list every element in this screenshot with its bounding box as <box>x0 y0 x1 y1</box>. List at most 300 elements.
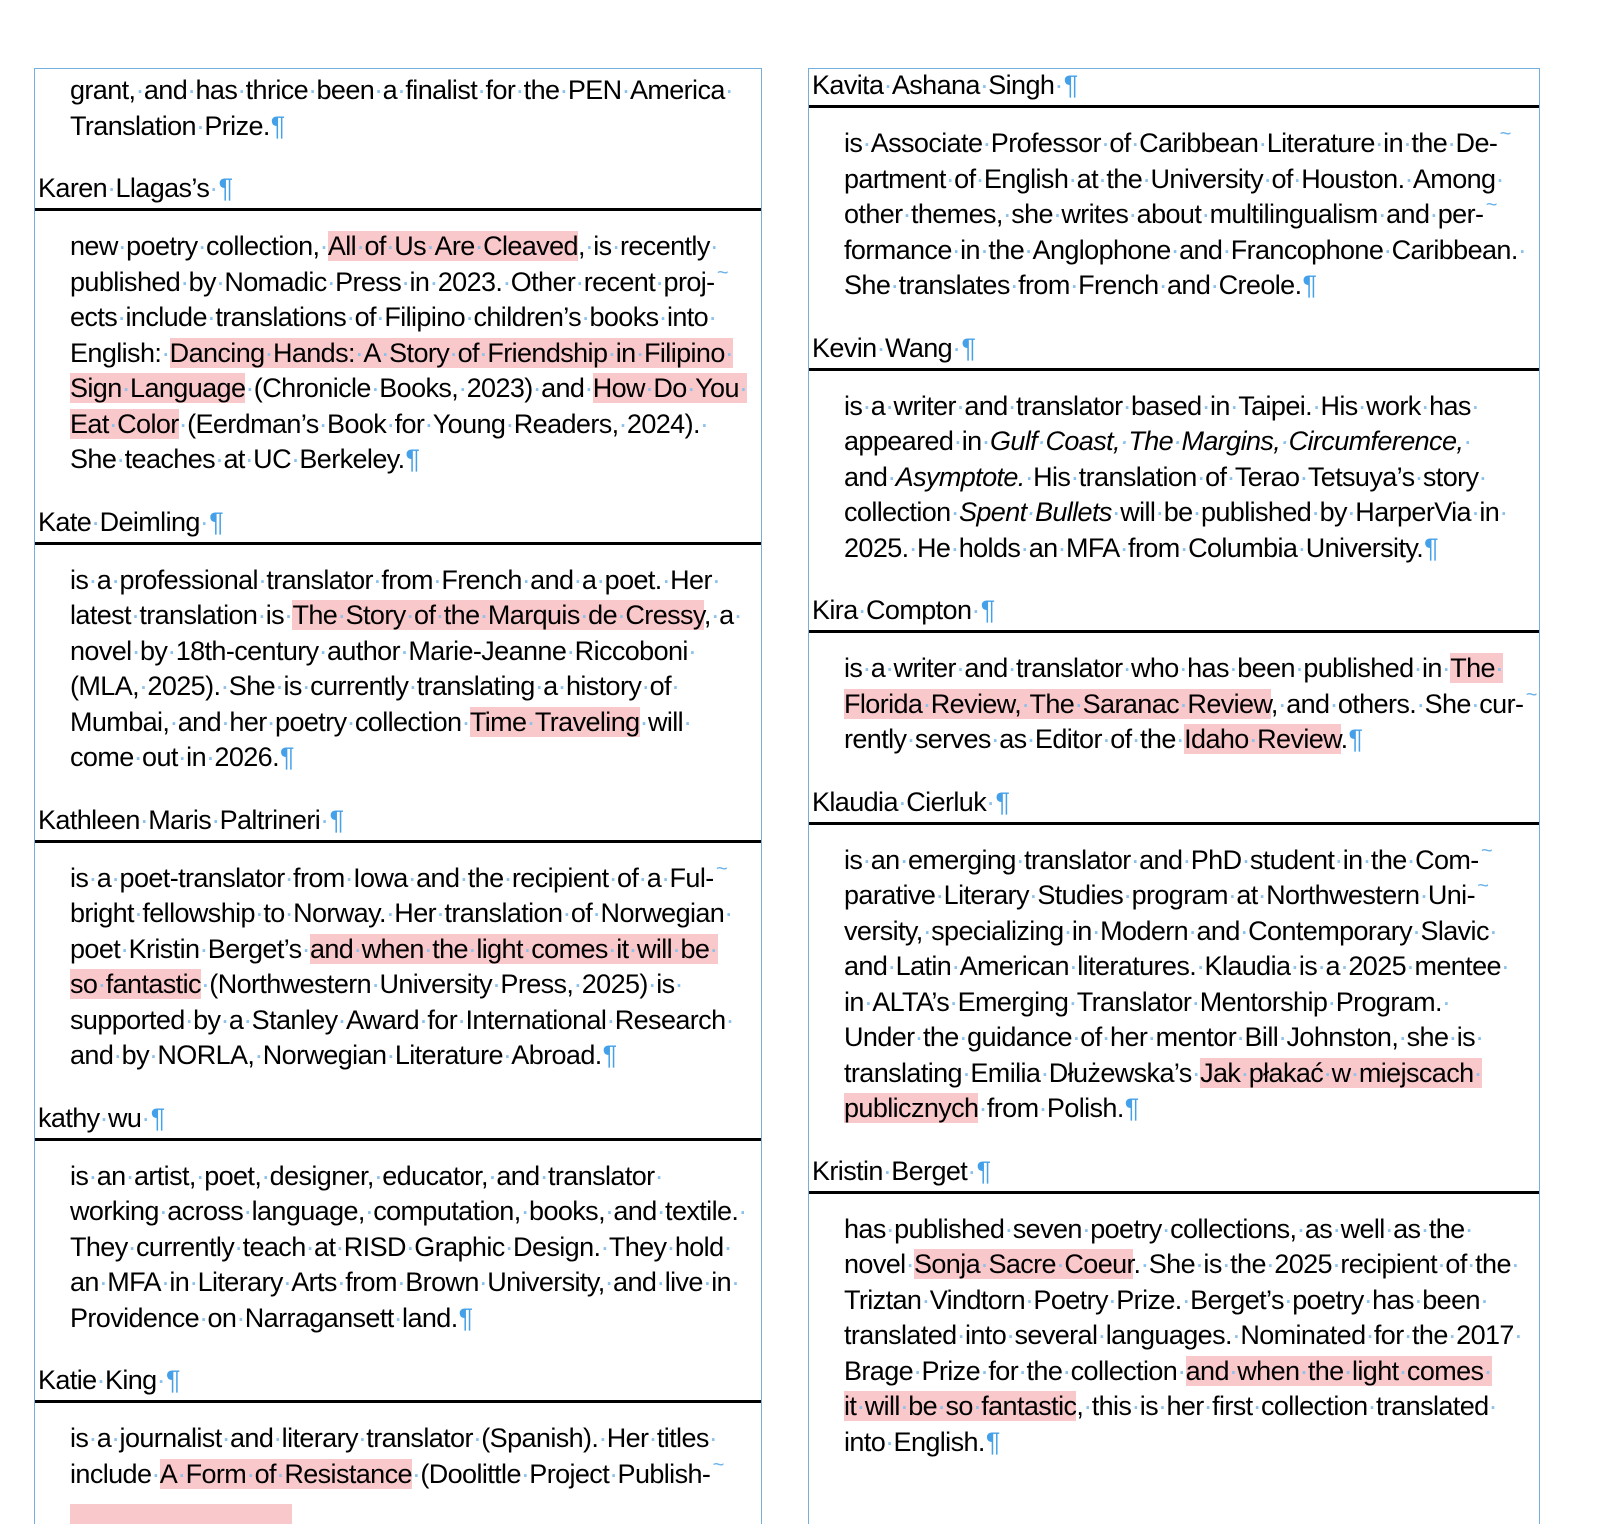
space-dot-mark: · <box>955 653 965 683</box>
text-run: into·English. <box>844 1426 985 1457</box>
space-dot-mark: · <box>617 600 626 630</box>
space-dot-mark: · <box>467 933 477 964</box>
space-dot-mark: · <box>457 1004 466 1035</box>
space-dot-mark: · <box>600 1231 609 1262</box>
space-dot-mark: · <box>426 231 435 261</box>
space-dot-mark: · <box>243 1004 252 1035</box>
space-dot-mark: · <box>108 408 118 439</box>
space-dot-mark: · <box>1091 915 1101 946</box>
author-name-row <box>809 332 1539 371</box>
space-dot-mark: · <box>200 969 210 999</box>
text-line <box>70 1492 759 1524</box>
text-line <box>844 949 1537 985</box>
text-run: translating·Emilia·Dłużewska’s· <box>844 1057 1201 1088</box>
space-dot-mark: · <box>478 1267 488 1297</box>
space-dot-mark: · <box>1241 844 1250 875</box>
discretionary-hyphen-mark: - ~ <box>705 857 728 893</box>
space-dot-mark: · <box>961 1057 971 1088</box>
space-dot-mark: · <box>127 1231 137 1262</box>
text-run: appeared·in· <box>844 426 990 456</box>
space-dot-mark: · <box>1037 426 1046 456</box>
text-line <box>70 300 759 336</box>
space-dot-mark: · <box>356 231 365 261</box>
space-dot-mark: · <box>385 231 395 261</box>
space-dot-mark: · <box>1158 270 1167 300</box>
author-name-row <box>809 594 1539 633</box>
space-dot-mark: · <box>88 564 97 595</box>
space-dot-mark: · <box>1479 1284 1489 1315</box>
space-dot-mark: · <box>479 600 488 630</box>
space-dot-mark: · <box>1500 951 1510 981</box>
space-dot-mark: · <box>1131 724 1140 754</box>
text-line <box>70 932 759 968</box>
space-dot-mark: · <box>117 302 126 332</box>
text-line <box>70 669 759 705</box>
text-run: is·a·journalist·and·literary·translator·(Spanish).·Her·titles· <box>70 1423 718 1453</box>
space-dot-mark: · <box>1007 390 1017 421</box>
pilcrow-mark: ¶ <box>150 1102 165 1133</box>
space-dot-mark: · <box>1412 915 1421 946</box>
space-dot-mark: · <box>683 706 692 737</box>
text-line <box>844 424 1537 460</box>
space-dot-mark: · <box>236 1302 245 1333</box>
text-run: partment·of·English·at·the·University·of·Houston.·Among· <box>844 163 1504 194</box>
space-dot-mark: · <box>1024 461 1034 492</box>
text-line <box>844 722 1537 758</box>
text-run: ·will·be·published·by·HarperVia·in· <box>1111 497 1508 527</box>
space-dot-mark: · <box>178 408 188 439</box>
space-dot-mark: · <box>393 1302 403 1333</box>
space-dot-mark: · <box>559 75 568 105</box>
space-dot-mark: · <box>301 933 310 964</box>
author-name-row <box>809 786 1539 825</box>
space-dot-mark: · <box>141 1102 150 1133</box>
space-dot-mark: · <box>1257 880 1267 910</box>
text-run: 2025.·He·holds·an·MFA·from·Columbia·University. <box>844 532 1424 563</box>
space-dot-mark: · <box>1447 1320 1457 1350</box>
space-dot-mark: · <box>246 1458 255 1489</box>
space-dot-mark: · <box>1188 915 1197 946</box>
space-dot-mark: · <box>386 1040 395 1070</box>
text-run: supported·by·a·Stanley·Award·for·International·Research· <box>70 1004 734 1035</box>
space-dot-mark: · <box>206 742 215 772</box>
space-dot-mark: · <box>951 951 960 981</box>
space-dot-mark: · <box>133 898 143 928</box>
space-dot-mark: · <box>710 600 720 630</box>
space-dot-mark: · <box>862 390 871 421</box>
space-dot-mark: · <box>1437 1249 1446 1279</box>
space-dot-mark: · <box>337 600 346 630</box>
space-dot-mark: · <box>133 742 143 772</box>
author-name-row <box>35 506 761 545</box>
space-dot-mark: · <box>113 1040 122 1070</box>
text-line <box>70 1453 759 1493</box>
space-dot-mark: · <box>532 373 542 403</box>
space-dot-mark: · <box>596 564 605 595</box>
pilcrow-mark: ¶ <box>602 1040 617 1070</box>
space-dot-mark: · <box>885 1426 894 1457</box>
space-dot-mark: · <box>1416 688 1425 719</box>
space-dot-mark: · <box>1470 497 1480 527</box>
text-line <box>844 683 1538 723</box>
text-run: is·a·professional·translator·from·French·and·a·poet.·Her· <box>70 564 721 595</box>
space-dot-mark: · <box>1227 880 1237 910</box>
space-dot-mark: · <box>956 1320 965 1350</box>
space-dot-mark: · <box>562 898 571 928</box>
bio-paragraph <box>35 563 761 776</box>
highlighted-title: publicznych <box>844 1093 979 1123</box>
space-dot-mark: · <box>862 128 871 158</box>
text-line <box>844 1425 1537 1461</box>
text-run: an·MFA·in·Literary·Arts·from·Brown·University,·and·live·in· <box>70 1267 740 1297</box>
space-dot-mark: · <box>261 1160 270 1191</box>
space-dot-mark: · <box>234 1231 243 1262</box>
text-run: Triztan·Vindtorn·Poetry·Prize.·Berget’s·poetry·has·been· <box>844 1284 1489 1315</box>
space-dot-mark: · <box>1107 1284 1117 1315</box>
space-dot-mark: · <box>709 933 718 964</box>
space-dot-mark: · <box>220 1004 229 1035</box>
space-dot-mark: · <box>353 933 362 964</box>
space-dot-mark: · <box>733 600 742 630</box>
space-dot-mark: · <box>971 595 980 625</box>
text-run: in·ALTA’s·Emerging·Translator·Mentorship·Program.· <box>844 986 1451 1017</box>
text-line <box>844 495 1537 531</box>
space-dot-mark: · <box>953 426 962 456</box>
space-dot-mark: · <box>1413 1284 1423 1315</box>
space-dot-mark: · <box>336 1267 346 1297</box>
space-dot-mark: · <box>1263 163 1272 194</box>
space-dot-mark: · <box>375 302 385 332</box>
text-run: She·teaches·at·UC·Berkeley. <box>70 444 405 474</box>
space-dot-mark: · <box>1177 1355 1186 1386</box>
space-dot-mark: · <box>405 1231 415 1262</box>
space-dot-mark: · <box>282 1267 292 1297</box>
author-name: Kathleen·Maris·Paltrineri· <box>38 804 329 835</box>
space-dot-mark: · <box>199 506 209 537</box>
space-dot-mark: · <box>1040 1057 1049 1088</box>
text-run: ·will· <box>639 706 692 737</box>
space-dot-mark: · <box>1311 497 1320 527</box>
pilcrow-mark: ¶ <box>218 173 233 203</box>
text-run: latest·translation·is· <box>70 600 293 630</box>
text-line <box>70 705 759 741</box>
author-name-row <box>809 1155 1539 1194</box>
text-run: is·Associate·Professor·of·Caribbean·Literature·in·the·De <box>844 128 1489 158</box>
space-dot-mark: · <box>423 933 433 964</box>
space-dot-mark: · <box>1363 1284 1373 1315</box>
space-dot-mark: · <box>1052 199 1062 229</box>
space-dot-mark: · <box>284 898 294 928</box>
space-dot-mark: · <box>1131 1391 1140 1421</box>
space-dot-mark: · <box>1357 390 1367 421</box>
text-run: is·an·emerging·translator·and·PhD·student·in·the·Com <box>844 844 1471 875</box>
space-dot-mark: · <box>1140 1249 1149 1279</box>
text-run: working·across·language,·computation,·books,·and·textile.· <box>70 1196 747 1226</box>
text-run: come·out·in·2026. <box>70 742 279 772</box>
space-dot-mark: · <box>1142 163 1151 194</box>
italic-title: Spent·Bullets <box>958 497 1112 527</box>
space-dot-mark: · <box>724 898 733 928</box>
space-dot-mark: · <box>935 880 944 910</box>
space-dot-mark: · <box>1015 844 1025 875</box>
space-dot-mark: · <box>648 1423 657 1453</box>
space-dot-mark: · <box>1367 1391 1376 1421</box>
highlighted-title: A·Form·of·Resistance <box>159 1458 412 1489</box>
author-name: Kira·Compton· <box>812 595 980 625</box>
author-name-row <box>35 804 761 843</box>
space-dot-mark: · <box>635 337 645 368</box>
space-dot-mark: · <box>1119 426 1129 456</box>
space-dot-mark: · <box>1181 1284 1191 1315</box>
space-dot-mark: · <box>1229 390 1239 421</box>
space-dot-mark: · <box>215 444 224 474</box>
space-dot-mark: · <box>264 337 273 368</box>
space-dot-mark: · <box>465 302 474 332</box>
space-dot-mark: · <box>364 1196 374 1226</box>
highlighted-title: and·when·the·light·comes· <box>1185 1355 1492 1386</box>
space-dot-mark: · <box>1365 1320 1374 1350</box>
text-line <box>844 1212 1537 1248</box>
pilcrow-mark: ¶ <box>1424 532 1439 563</box>
text-run: Brage·Prize·for·the·collection· <box>844 1355 1186 1386</box>
space-dot-mark: · <box>1258 128 1267 158</box>
bio-paragraph <box>35 1421 761 1524</box>
space-dot-mark: · <box>709 231 719 261</box>
space-dot-mark: · <box>1071 1022 1081 1052</box>
space-dot-mark: · <box>88 1423 97 1453</box>
space-dot-mark: · <box>955 390 965 421</box>
author-name-row <box>35 1364 761 1403</box>
text-run: .·She·is·the·2025·recipient·of·the· <box>1133 1249 1520 1279</box>
italic-title: Gulf·Coast,·The·Margins,·Circumference, <box>989 426 1464 456</box>
space-dot-mark: · <box>1334 844 1343 875</box>
space-dot-mark: · <box>666 1231 675 1262</box>
highlighted-title: Time·Traveling <box>469 706 640 737</box>
space-dot-mark: · <box>284 862 294 893</box>
space-dot-mark: · <box>618 408 627 439</box>
text-line <box>70 1038 759 1074</box>
space-dot-mark: · <box>245 373 254 403</box>
space-dot-mark: · <box>1007 653 1017 683</box>
highlighted-title: Sonja·Sacre·Coeur <box>913 1249 1134 1279</box>
text-line <box>844 1247 1537 1283</box>
space-dot-mark: · <box>539 1160 548 1191</box>
space-dot-mark: · <box>139 804 149 835</box>
space-dot-mark: · <box>88 1160 97 1191</box>
pilcrow-mark: ¶ <box>976 1155 991 1186</box>
space-dot-mark: · <box>319 231 328 261</box>
text-line <box>70 261 759 301</box>
text-run: grant,·and·has·thrice·been·a·finalist·for·the·PEN·America· <box>70 75 734 105</box>
space-dot-mark: · <box>275 1458 285 1489</box>
space-dot-mark: · <box>449 337 458 368</box>
text-run: ,·and·others.·She·cur <box>1270 688 1515 719</box>
space-dot-mark: · <box>1398 1355 1407 1386</box>
text-run: ·(Chronicle·Books,·2023)·and· <box>245 373 593 403</box>
discretionary-hyphen-mark: - ~ <box>701 1453 725 1489</box>
text-run: versity,·specializing·in·Modern·and·Contemporary·Slavic· <box>844 915 1498 946</box>
text-line <box>70 598 759 634</box>
pilcrow-mark: ¶ <box>279 742 294 772</box>
space-dot-mark: · <box>1203 1391 1213 1421</box>
highlighted-title: The· <box>1450 653 1504 683</box>
text-run: is·a·writer·and·translator·who·has·been·published·in· <box>844 653 1451 683</box>
space-dot-mark: · <box>887 951 896 981</box>
text-line <box>70 896 759 932</box>
space-dot-mark: · <box>1384 1213 1394 1244</box>
text-line <box>844 1389 1537 1425</box>
space-dot-mark: · <box>1196 951 1205 981</box>
space-dot-mark: · <box>1161 1213 1171 1244</box>
space-dot-mark: · <box>477 75 486 105</box>
space-dot-mark: · <box>986 786 995 817</box>
text-run: ,·a· <box>703 600 742 630</box>
space-dot-mark: · <box>1374 128 1384 158</box>
space-dot-mark: · <box>604 1196 614 1226</box>
space-dot-mark: · <box>708 302 717 332</box>
space-dot-mark: · <box>1147 1022 1156 1052</box>
space-dot-mark: · <box>573 564 582 595</box>
space-dot-mark: · <box>429 266 438 297</box>
space-dot-mark: · <box>922 688 931 719</box>
space-dot-mark: · <box>399 635 409 666</box>
space-dot-mark: · <box>1004 1213 1013 1244</box>
space-dot-mark: · <box>211 804 220 835</box>
space-dot-mark: · <box>1280 426 1289 456</box>
space-dot-mark: · <box>557 671 566 701</box>
space-dot-mark: · <box>1100 128 1110 158</box>
space-dot-mark: · <box>1068 163 1077 194</box>
space-dot-mark: · <box>459 862 468 893</box>
space-dot-mark: · <box>432 564 442 595</box>
space-dot-mark: · <box>1239 915 1249 946</box>
space-dot-mark: · <box>1495 163 1504 194</box>
space-dot-mark: · <box>1226 461 1235 492</box>
space-dot-mark: · <box>885 653 894 683</box>
space-dot-mark: · <box>592 898 601 928</box>
text-run: is·a·poet-translator·from·Iowa·and·the·recipient·of·a·Ful <box>70 862 706 893</box>
space-dot-mark: · <box>520 1196 530 1226</box>
space-dot-mark: · <box>1488 1391 1497 1421</box>
space-dot-mark: · <box>738 373 748 403</box>
space-dot-mark: · <box>644 373 654 403</box>
space-dot-mark: · <box>209 173 218 203</box>
space-dot-mark: · <box>1317 951 1326 981</box>
space-dot-mark: · <box>687 635 697 666</box>
text-line <box>844 531 1537 567</box>
space-dot-mark: · <box>708 1423 718 1453</box>
space-dot-mark: · <box>725 1004 734 1035</box>
space-dot-mark: · <box>672 933 681 964</box>
space-dot-mark: · <box>1283 1284 1293 1315</box>
space-dot-mark: · <box>1420 1213 1429 1244</box>
space-dot-mark: · <box>1483 1355 1492 1386</box>
space-dot-mark: · <box>1068 986 1077 1017</box>
space-dot-mark: · <box>899 1391 909 1421</box>
text-run: and· <box>844 461 896 492</box>
space-dot-mark: · <box>1413 653 1422 683</box>
space-dot-mark: · <box>1068 951 1078 981</box>
space-dot-mark: · <box>180 266 189 297</box>
space-dot-mark: · <box>1192 497 1201 527</box>
space-dot-mark: · <box>1494 653 1504 683</box>
pilcrow-mark: ¶ <box>270 110 285 141</box>
space-dot-mark: · <box>628 933 637 964</box>
space-dot-mark: · <box>1510 1249 1520 1279</box>
space-dot-mark: · <box>958 1022 968 1052</box>
space-dot-mark: · <box>308 75 317 105</box>
pilcrow-mark: ¶ <box>209 506 224 537</box>
space-dot-mark: · <box>405 600 415 630</box>
space-dot-mark: · <box>254 1040 263 1070</box>
space-dot-mark: · <box>1018 1355 1027 1386</box>
space-dot-mark: · <box>1377 199 1387 229</box>
text-run: bright·fellowship·to·Norway.·Her·translation·of·Norwegian· <box>70 898 733 928</box>
pilcrow-mark: ¶ <box>961 332 976 363</box>
space-dot-mark: · <box>1420 390 1430 421</box>
text-run: English:· <box>70 337 170 368</box>
discretionary-hyphen-mark: - ~ <box>1475 194 1498 229</box>
author-name-row <box>809 69 1539 108</box>
space-dot-mark: · <box>951 234 961 265</box>
space-dot-mark: · <box>1081 1213 1091 1244</box>
text-line <box>844 985 1537 1021</box>
text-line <box>844 123 1537 162</box>
highlighted-title: Sign·Language <box>70 373 246 403</box>
right-column <box>808 68 1540 1524</box>
space-dot-mark: · <box>890 270 899 300</box>
space-dot-mark: · <box>318 408 328 439</box>
space-dot-mark: · <box>1130 844 1140 875</box>
text-line <box>70 967 759 1003</box>
text-run: new·poetry·collection,· <box>70 231 328 261</box>
space-dot-mark: · <box>1231 1320 1241 1350</box>
space-dot-mark: · <box>1062 1355 1071 1386</box>
space-dot-mark: · <box>177 742 187 772</box>
author-name: Kevin·Wang· <box>812 332 961 363</box>
author-name: Klaudia·Cierluk· <box>812 786 995 817</box>
space-dot-mark: · <box>346 302 355 332</box>
space-dot-mark: · <box>221 1423 231 1453</box>
space-dot-mark: · <box>1470 688 1480 719</box>
text-line <box>70 1230 759 1266</box>
space-dot-mark: · <box>1277 688 1287 719</box>
space-dot-mark: · <box>913 1355 922 1386</box>
space-dot-mark: · <box>607 933 617 964</box>
space-dot-mark: · <box>408 671 417 701</box>
space-dot-mark: · <box>396 1267 406 1297</box>
space-dot-mark: · <box>199 933 208 964</box>
text-run: Providence·on·Narragansett·land. <box>70 1302 458 1333</box>
space-dot-mark: · <box>1179 532 1189 563</box>
space-dot-mark: · <box>1406 844 1416 875</box>
space-dot-mark: · <box>950 532 959 563</box>
space-dot-mark: · <box>1414 461 1423 492</box>
space-dot-mark: · <box>724 75 734 105</box>
text-line <box>70 407 759 443</box>
text-line <box>70 857 759 897</box>
space-dot-mark: · <box>131 635 140 666</box>
space-dot-mark: · <box>1101 724 1111 754</box>
space-dot-mark: · <box>215 266 225 297</box>
space-dot-mark: · <box>1441 653 1451 683</box>
space-dot-mark: · <box>1294 653 1304 683</box>
space-dot-mark: · <box>502 1040 512 1070</box>
text-line <box>70 740 759 776</box>
space-dot-mark: · <box>607 337 616 368</box>
bio-paragraph <box>35 857 761 1074</box>
space-dot-mark: · <box>654 1160 663 1191</box>
